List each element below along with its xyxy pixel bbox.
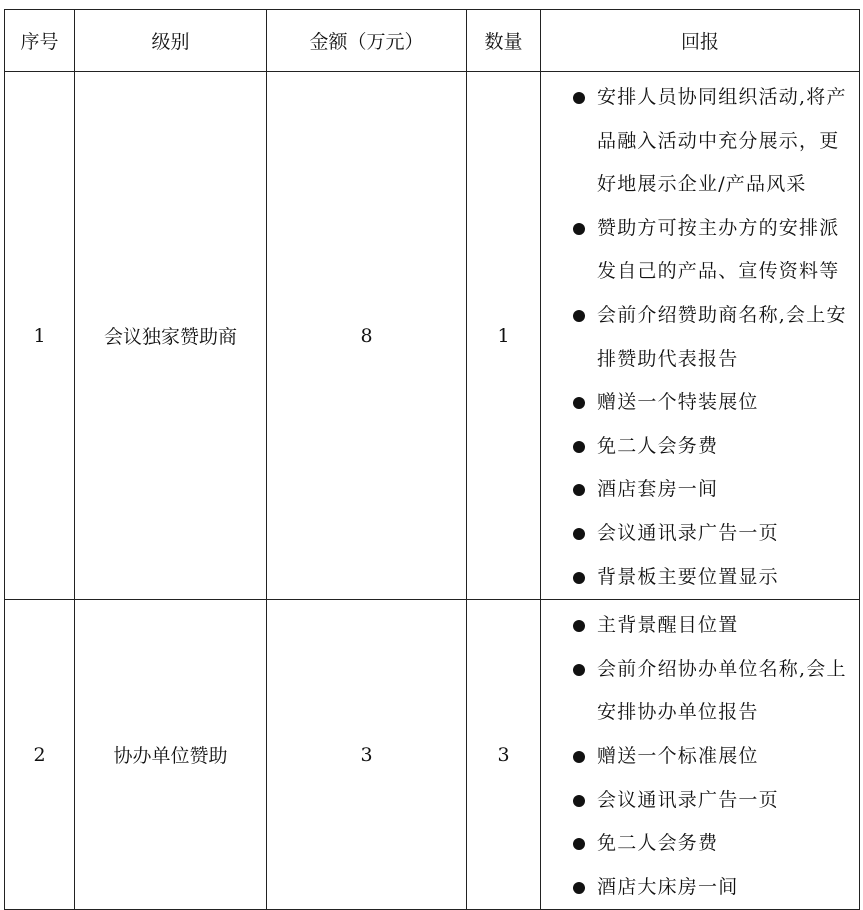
list-item	[597, 779, 851, 823]
reward-text: 免二人会务费	[597, 434, 719, 457]
sponsorship-table	[4, 9, 860, 910]
list-item	[597, 604, 851, 648]
cell-quantity: 1	[467, 72, 541, 600]
reward-text: 安排人员协同组织活动,将产品融入活动中充分展示，更好地展示企业/产品风采	[597, 86, 847, 196]
bullet-icon	[573, 795, 585, 807]
cell-no: 2	[5, 600, 75, 910]
bullet-icon	[573, 223, 585, 235]
list-item	[597, 468, 851, 512]
list-item	[597, 425, 851, 469]
header-quantity: 数量	[467, 10, 541, 72]
bullet-icon	[573, 838, 585, 850]
cell-rewards	[541, 600, 860, 910]
list-item	[597, 207, 851, 294]
reward-text: 酒店大床房一间	[597, 875, 739, 898]
bullet-icon	[573, 882, 585, 894]
reward-text: 赞助方可按主办方的安排派发自己的产品、宣传资料等	[597, 216, 840, 283]
reward-text: 背景板主要位置显示	[597, 565, 779, 588]
bullet-icon	[573, 751, 585, 763]
reward-text: 主背景醒目位置	[597, 614, 739, 637]
list-item	[597, 866, 851, 910]
bullet-icon	[573, 620, 585, 632]
list-item	[597, 512, 851, 556]
bullet-icon	[573, 528, 585, 540]
bullet-icon	[573, 310, 585, 322]
bullet-icon	[573, 572, 585, 584]
header-amount: 金额（万元）	[267, 10, 467, 72]
cell-rewards	[541, 72, 860, 600]
reward-list	[597, 604, 851, 909]
cell-no: 1	[5, 72, 75, 600]
header-rewards: 回报	[541, 10, 860, 72]
bullet-icon	[573, 441, 585, 453]
cell-amount: 8	[267, 72, 467, 600]
reward-text: 会前介绍赞助商名称,会上安排赞助代表报告	[597, 303, 847, 370]
bullet-icon	[573, 484, 585, 496]
cell-level: 协办单位赞助	[75, 600, 267, 910]
cell-quantity: 3	[467, 600, 541, 910]
reward-text: 免二人会务费	[597, 832, 719, 855]
list-item	[597, 735, 851, 779]
reward-text: 会前介绍协办单位名称,会上安排协办单位报告	[597, 657, 847, 724]
reward-text: 酒店套房一间	[597, 478, 719, 501]
cell-amount: 3	[267, 600, 467, 910]
list-item	[597, 648, 851, 735]
header-row	[5, 10, 860, 72]
list-item	[597, 76, 851, 207]
list-item	[597, 294, 851, 381]
header-level: 级别	[75, 10, 267, 72]
reward-text: 赠送一个标准展位	[597, 744, 759, 767]
list-item	[597, 556, 851, 600]
cell-level: 会议独家赞助商	[75, 72, 267, 600]
bullet-icon	[573, 397, 585, 409]
reward-text: 会议通讯录广告一页	[597, 788, 779, 811]
list-item	[597, 822, 851, 866]
reward-text: 会议通讯录广告一页	[597, 521, 779, 544]
reward-text: 赠送一个特装展位	[597, 391, 759, 414]
reward-list	[597, 76, 851, 599]
header-no: 序号	[5, 10, 75, 72]
table-row	[5, 72, 860, 600]
bullet-icon	[573, 664, 585, 676]
table-row	[5, 600, 860, 910]
bullet-icon	[573, 92, 585, 104]
list-item	[597, 381, 851, 425]
